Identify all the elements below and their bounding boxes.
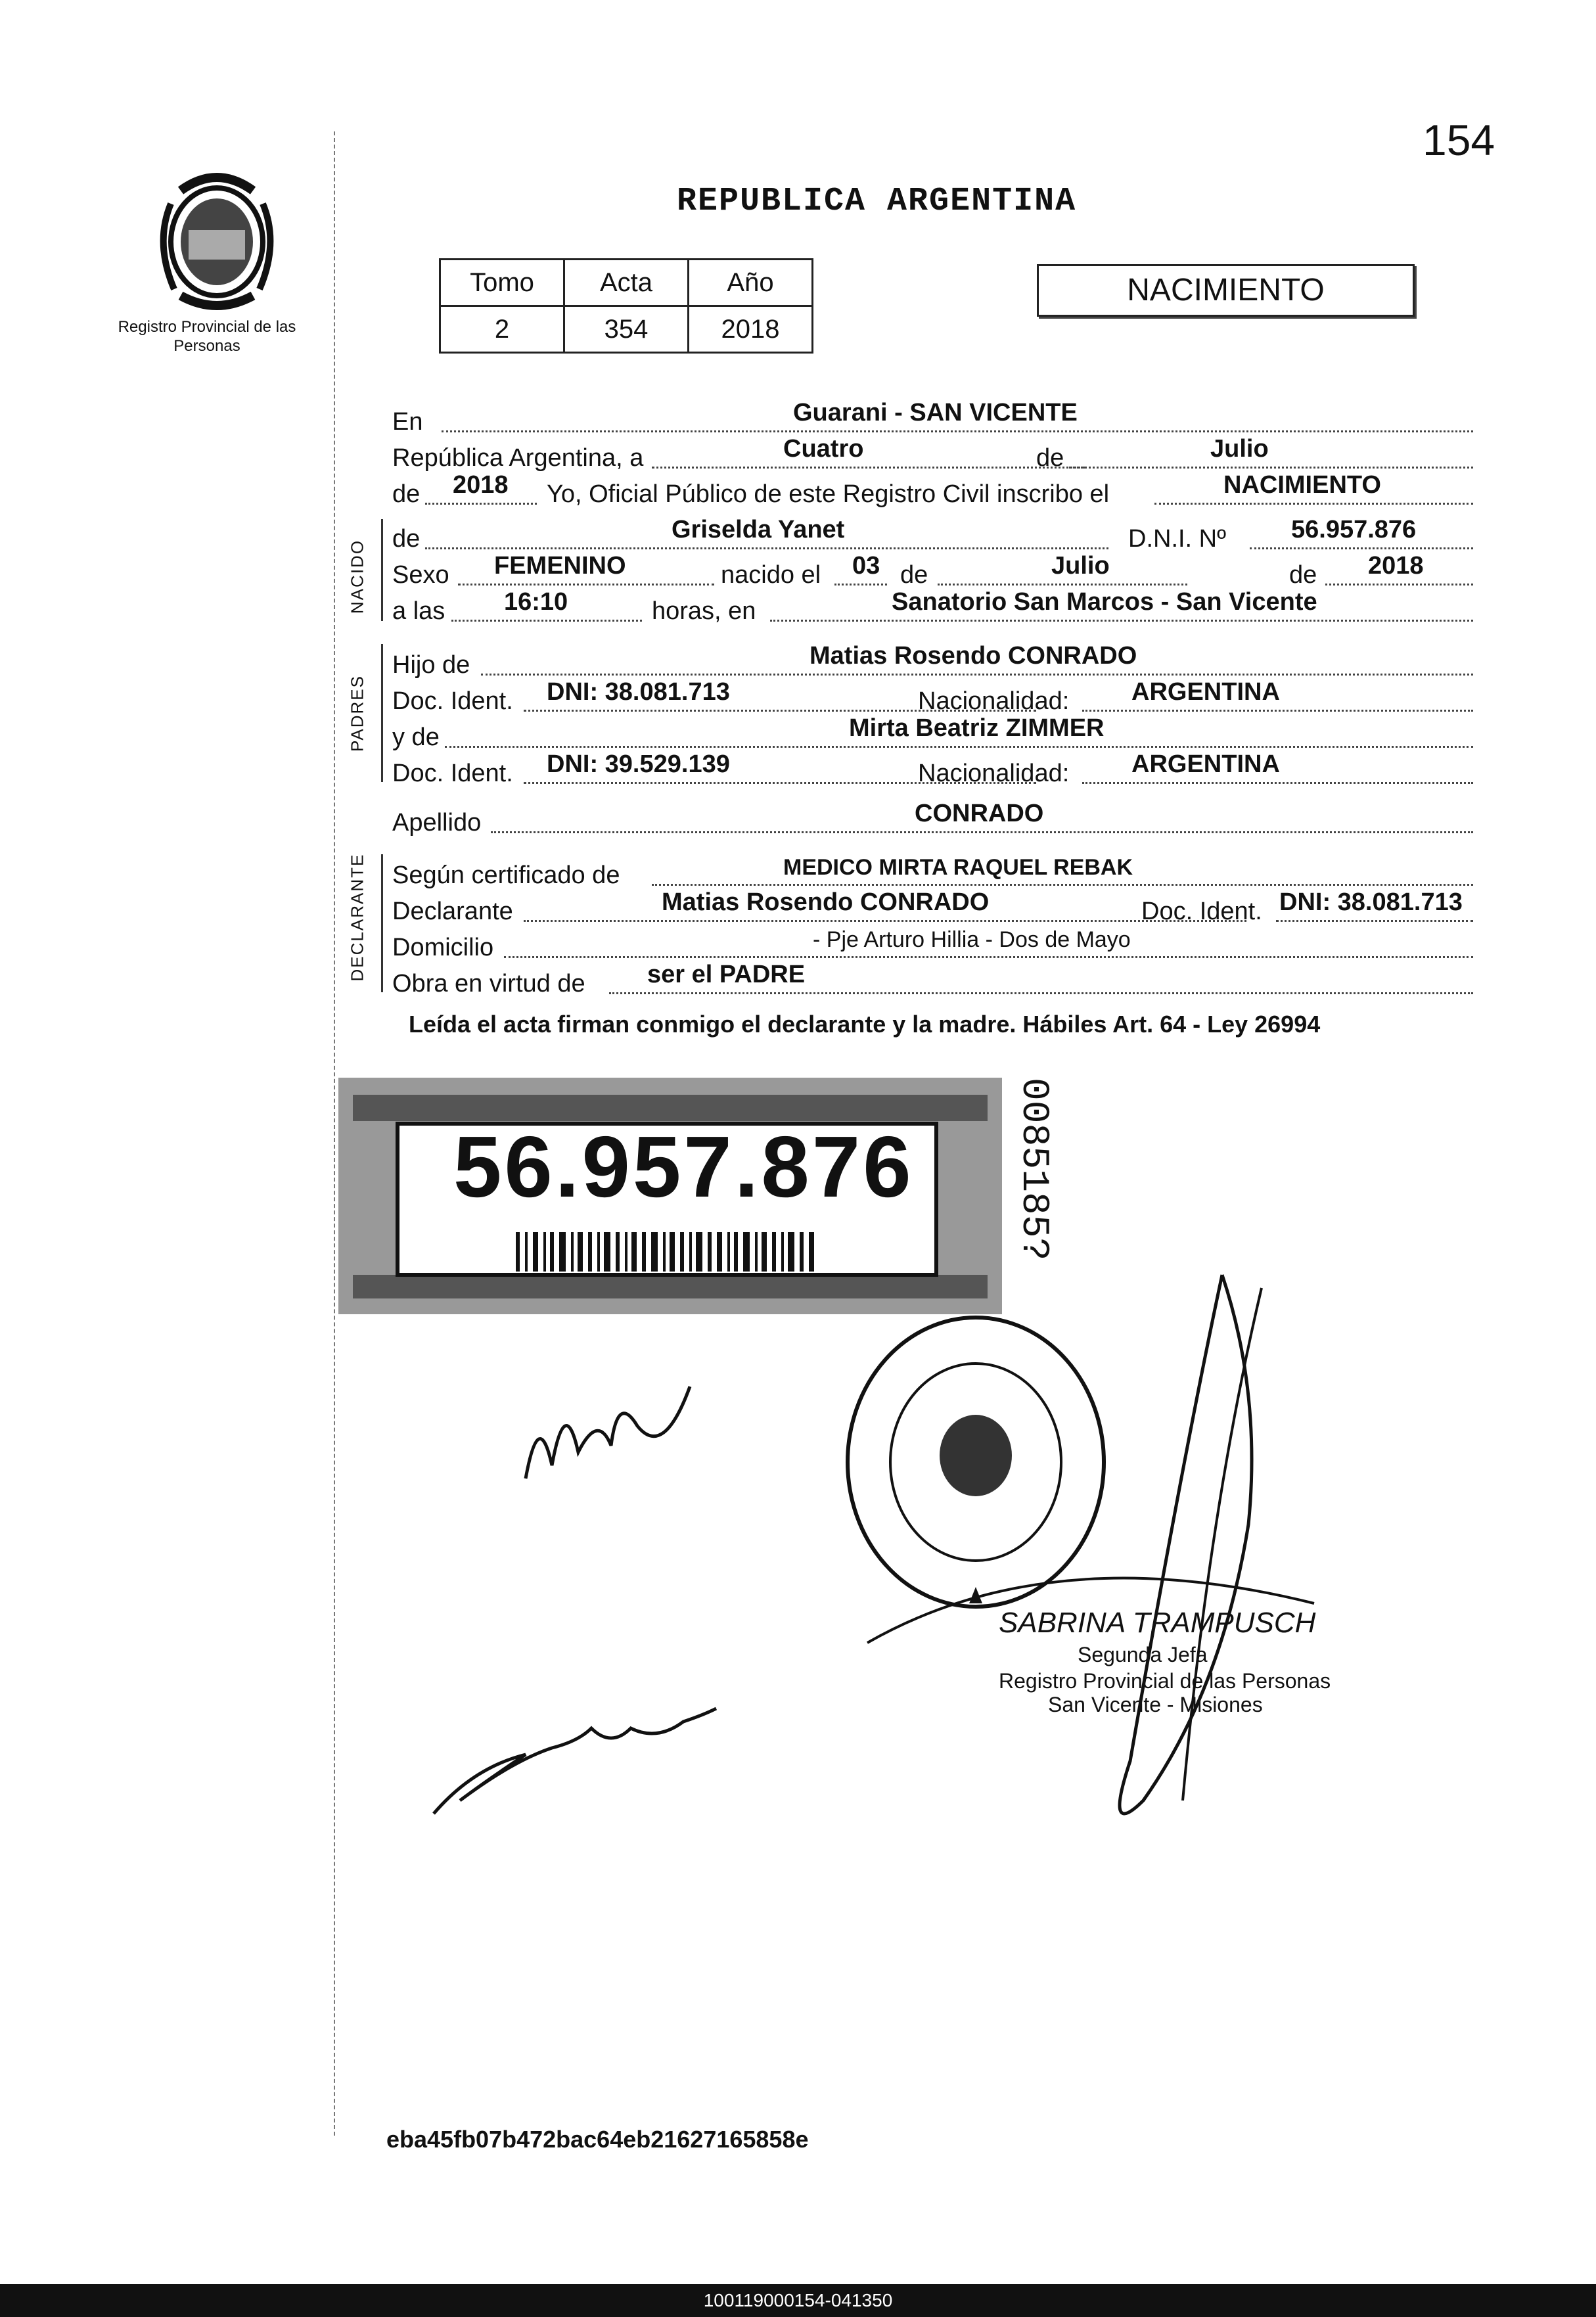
value-padre-nac: ARGENTINA <box>1131 678 1280 706</box>
value-madre-doc: DNI: 39.529.139 <box>547 750 730 778</box>
value-nac-mes: Julio <box>1051 552 1110 580</box>
value-obra: ser el PADRE <box>647 961 806 988</box>
value-year: 2018 <box>453 471 509 499</box>
row-madre-doc <box>392 752 1473 788</box>
row-certificado <box>392 854 1473 890</box>
label-oficial: Yo, Oficial Público de este Registro Civil inscribo el <box>547 480 1110 508</box>
row-apellido <box>392 802 1473 837</box>
row-nombre <box>392 518 1473 553</box>
label-nacionalidad-padre: Nacionalidad: <box>918 687 1070 715</box>
label-apellido: Apellido <box>392 809 482 837</box>
label-hijo-de: Hijo de <box>392 651 470 679</box>
value-month: Julio <box>1210 435 1269 463</box>
label-de-anio: de <box>1289 561 1317 589</box>
label-de-year: de <box>392 480 421 508</box>
header-anio: Año <box>689 260 813 306</box>
row-padre-doc <box>392 680 1473 716</box>
document-hash: eba45fb07b472bac64eb21627165858e <box>386 2126 809 2153</box>
label-de-nombre: de <box>392 525 421 553</box>
label-nacionalidad-madre: Nacionalidad: <box>918 760 1070 787</box>
value-tomo: 2 <box>440 306 564 353</box>
label-doc-declarante: Doc. Ident. <box>1141 898 1262 925</box>
value-day: Cuatro <box>783 435 864 463</box>
value-nombre: Griselda Yanet <box>672 516 845 543</box>
row-domicilio <box>392 927 1473 962</box>
value-dni: 56.957.876 <box>1291 516 1417 543</box>
margin-line <box>334 131 335 2136</box>
label-doc-madre: Doc. Ident. <box>392 760 513 787</box>
label-serial-number: 0085185? <box>1012 1078 1055 1261</box>
header-acta: Acta <box>564 260 689 306</box>
page-number: 154 <box>1423 116 1495 164</box>
label-obra: Obra en virtud de <box>392 970 585 998</box>
value-nac-anio: 2018 <box>1368 552 1424 580</box>
value-padre: Matias Rosendo CONRADO <box>809 642 1137 670</box>
logo-caption: Registro Provincial de las Personas <box>118 318 296 355</box>
value-madre: Mirta Beatriz ZIMMER <box>849 714 1105 742</box>
header-tomo: Tomo <box>440 260 564 306</box>
row-hora <box>392 590 1473 626</box>
label-a-las: a las <box>392 597 445 625</box>
coat-of-arms-logo <box>135 164 299 319</box>
value-acto: NACIMIENTO <box>1223 471 1381 499</box>
signer-role: Segunda Jefa <box>1078 1643 1208 1666</box>
row-obra <box>392 963 1473 998</box>
row-declarante <box>392 890 1473 926</box>
value-declarante: Matias Rosendo CONRADO <box>662 888 990 916</box>
label-certificado: Según certificado de <box>392 861 620 889</box>
official-seal <box>838 1311 1114 1613</box>
section-line-declarante <box>381 854 383 992</box>
label-de: de <box>1036 444 1064 472</box>
value-declarante-doc: DNI: 38.081.713 <box>1279 888 1463 916</box>
row-oficial <box>392 473 1473 509</box>
record-type-box: NACIMIENTO <box>1037 264 1415 317</box>
value-nac-dia: 03 <box>852 552 880 580</box>
signature-mother <box>421 1682 723 1833</box>
section-label-nacido: NACIDO <box>347 539 367 614</box>
label-en: En <box>392 408 423 436</box>
shield-icon <box>135 164 299 315</box>
label-de-mes: de <box>900 561 928 589</box>
signer-name: SABRINA TRAMPUSCH <box>999 1607 1316 1639</box>
label-horas-en: horas, en <box>652 597 756 625</box>
signer-place: San Vicente - Misiones <box>1048 1693 1263 1716</box>
value-sexo: FEMENINO <box>494 552 626 580</box>
value-acta: 354 <box>564 306 689 353</box>
label-doc-padre: Doc. Ident. <box>392 687 513 715</box>
row-madre <box>392 716 1473 752</box>
value-certificado: MEDICO MIRTA RAQUEL REBAK <box>783 855 1133 880</box>
value-lugar: Sanatorio San Marcos - San Vicente <box>892 588 1317 616</box>
row-en <box>392 401 1473 436</box>
label-nacido: nacido el <box>721 561 821 589</box>
label-sexo: Sexo <box>392 561 449 589</box>
closing-statement: Leída el acta firman conmigo el declarante y la madre. Hábiles Art. 64 - Ley 26994 <box>409 1011 1321 1038</box>
value-en: Guarani - SAN VICENTE <box>793 399 1078 426</box>
label-dni: D.N.I. Nº <box>1128 525 1226 553</box>
value-hora: 16:10 <box>504 588 568 616</box>
value-madre-nac: ARGENTINA <box>1131 750 1280 778</box>
value-domicilio: - Pje Arturo Hillia - Dos de Mayo <box>813 927 1131 952</box>
signer-org: Registro Provincial de las Personas <box>999 1669 1331 1693</box>
footer-id: 100119000154-041350 <box>0 2284 1596 2317</box>
value-anio: 2018 <box>689 306 813 353</box>
signature-declarant <box>513 1367 710 1498</box>
reference-table <box>439 258 813 354</box>
label-domicilio: Domicilio <box>392 934 494 961</box>
label-declarante: Declarante <box>392 898 513 925</box>
value-padre-doc: DNI: 38.081.713 <box>547 678 730 706</box>
row-padre <box>392 644 1473 679</box>
row-sexo <box>392 554 1473 589</box>
section-line-padres <box>381 644 383 782</box>
label-republica: República Argentina, a <box>392 444 644 472</box>
section-label-padres: PADRES <box>347 675 367 752</box>
label-dni-number: 56.957.876 <box>453 1118 914 1215</box>
value-apellido: CONRADO <box>915 800 1044 827</box>
row-fecha <box>392 437 1473 472</box>
page-title: REPUBLICA ARGENTINA <box>677 183 1077 220</box>
label-y-de: y de <box>392 723 440 751</box>
section-label-declarante: DECLARANTE <box>347 853 367 982</box>
section-line-nacido <box>381 519 383 621</box>
